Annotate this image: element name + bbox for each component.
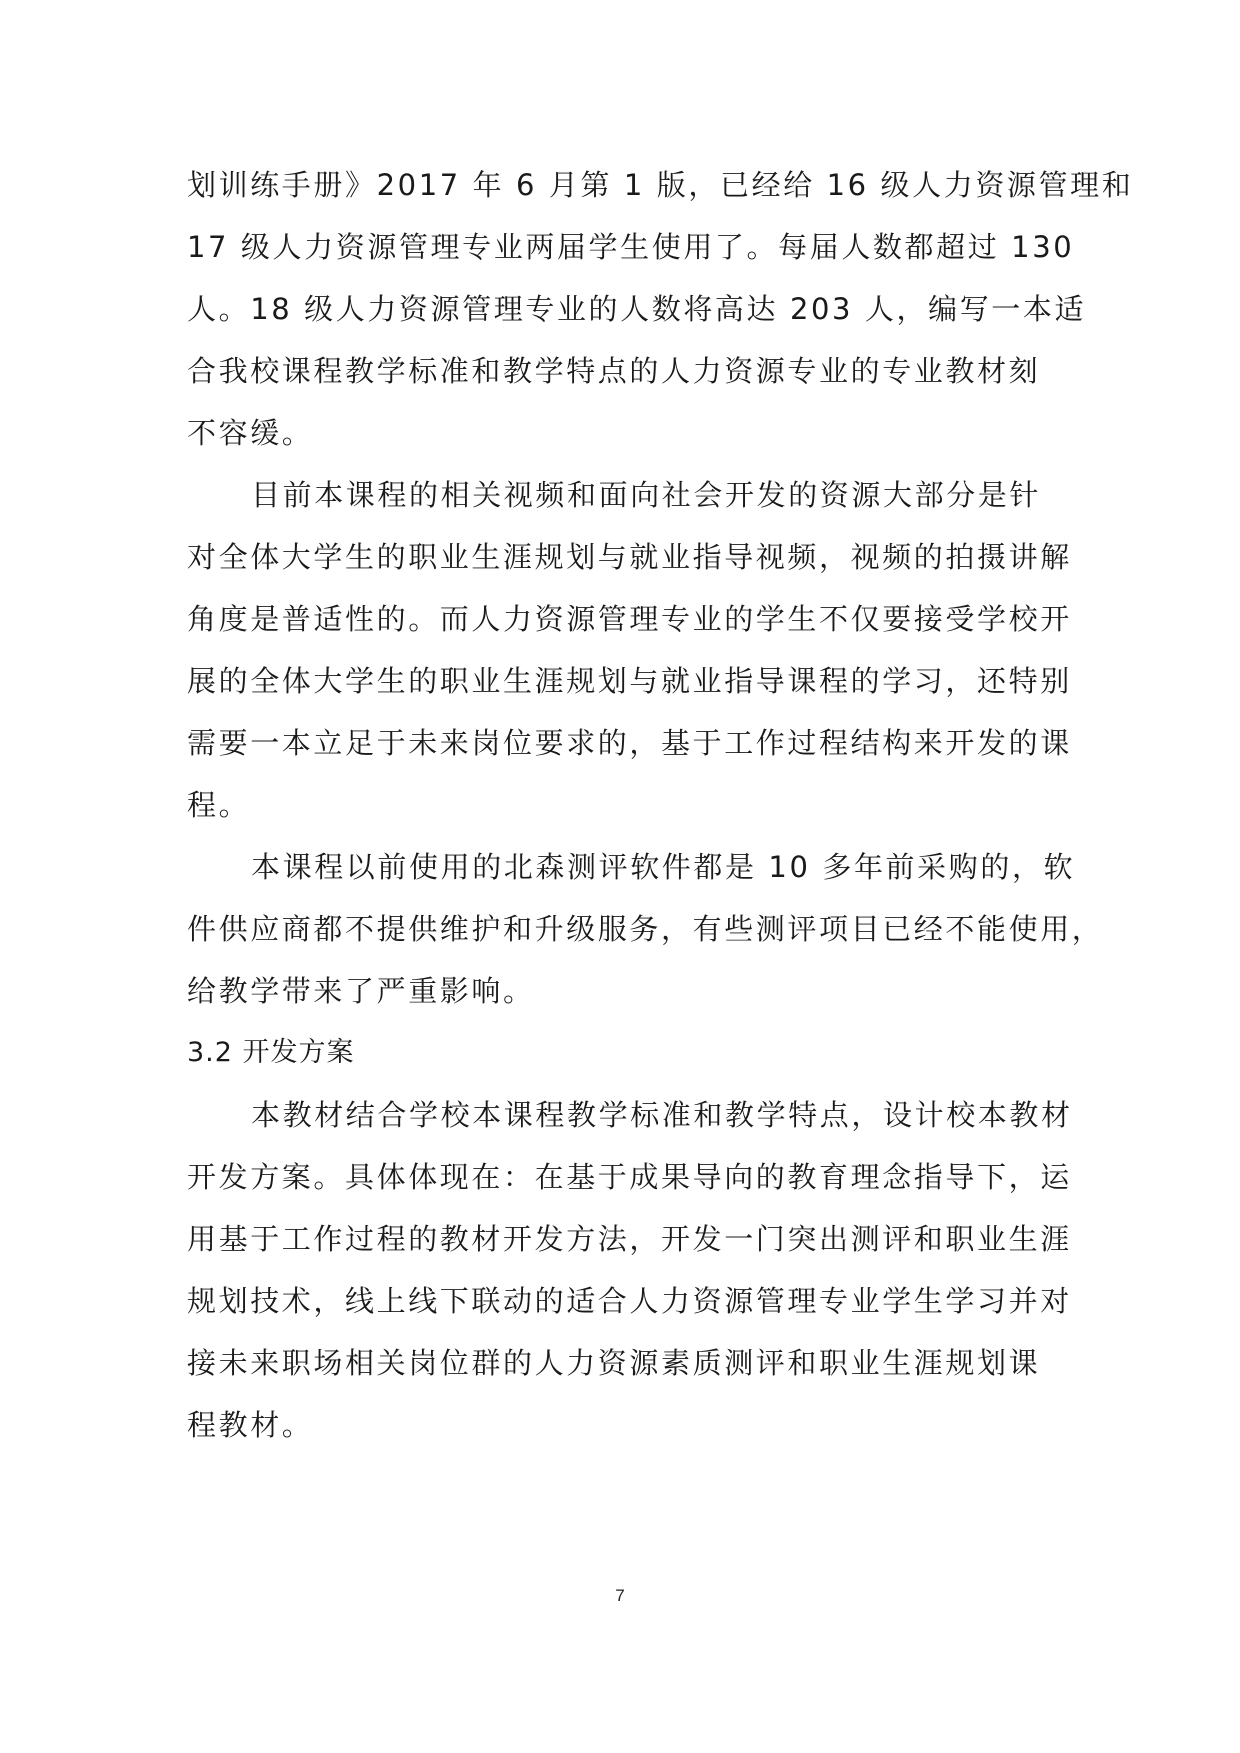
text-line: 人。18 级人力资源管理专业的人数将高达 203 人，编写一本适 (187, 292, 1087, 326)
text-line: 对全体大学生的职业生涯规划与就业指导视频，视频的拍摄讲解 (187, 540, 1072, 574)
text-line: 本课程以前使用的北森测评软件都是 10 多年前采购的，软 (251, 850, 1076, 884)
text-line: 给教学带来了严重影响。 (187, 974, 535, 1008)
text-line: 程教材。 (187, 1408, 314, 1442)
text-line: 程。 (187, 788, 251, 822)
text-line: 目前本课程的相关视频和面向社会开发的资源大部分是针 (251, 478, 1042, 512)
page-number: 7 (615, 1586, 625, 1605)
text-line: 不容缓。 (187, 416, 314, 450)
text-line: 本教材结合学校本课程教学标准和教学特点，设计校本教材 (251, 1098, 1073, 1132)
text-line: 件供应商都不提供维护和升级服务，有些测评项目已经不能使用， (187, 912, 1104, 946)
text-line: 展的全体大学生的职业生涯规划与就业指导课程的学习，还特别 (187, 664, 1072, 698)
body-text (187, 154, 1134, 1456)
paragraph-video-resources (187, 464, 1072, 836)
paragraph-software (187, 836, 1104, 1022)
text-line: 接未来职场相关岗位群的人力资源素质测评和职业生涯规划课 (187, 1346, 1041, 1380)
paragraph-development-plan (187, 1084, 1073, 1456)
text-line: 17 级人力资源管理专业两届学生使用了。每届人数都超过 130 (187, 230, 1075, 264)
text-line: 角度是普适性的。而人力资源管理专业的学生不仅要接受学校开 (187, 602, 1072, 636)
section-heading: 3.2 开发方案 (187, 1037, 355, 1068)
paragraph-continuation (187, 154, 1134, 464)
text-line: 开发方案。具体体现在：在基于成果导向的教育理念指导下，运 (187, 1160, 1072, 1194)
text-line: 用基于工作过程的教材开发方法，开发一门突出测评和职业生涯 (187, 1222, 1072, 1256)
text-line: 规划技术，线上线下联动的适合人力资源管理专业学生学习并对 (187, 1284, 1072, 1318)
text-line: 划训练手册》2017 年 6 月第 1 版，已经给 16 级人力资源管理和 (187, 168, 1134, 202)
text-line: 需要一本立足于未来岗位要求的，基于工作过程结构来开发的课 (187, 726, 1072, 760)
text-line: 合我校课程教学标准和教学特点的人力资源专业的专业教材刻 (187, 354, 1041, 388)
